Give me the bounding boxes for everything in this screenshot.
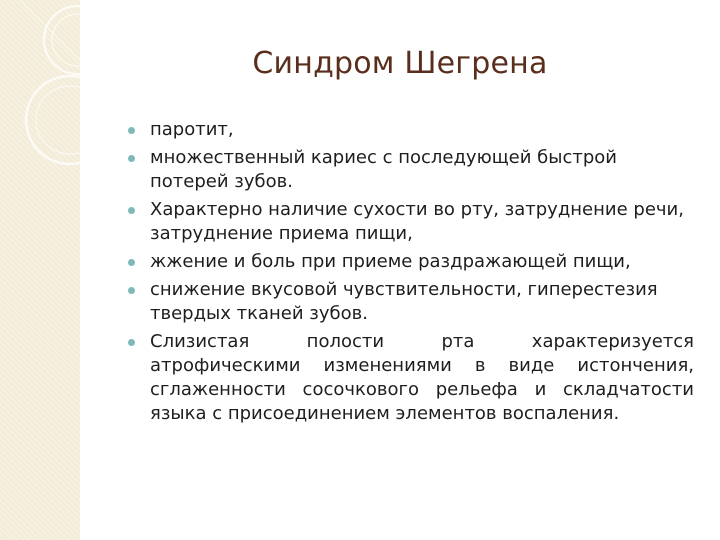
decorative-circles-graphic (0, 0, 80, 540)
list-item (128, 330, 694, 426)
list-item-text: жжение и боль при приеме раздражающей пищи, (150, 251, 631, 272)
list-item-text: Слизистая полости рта характеризуется атрофическими изменениями в виде истончения, сглаженности сосочкового рельефа и складчатости языка с присоединением элементов воспаления. (150, 331, 694, 424)
list-item (128, 250, 694, 274)
bullet-icon (128, 339, 135, 346)
decorative-side-band (0, 0, 80, 540)
bullet-icon (128, 207, 135, 214)
bullet-icon (128, 155, 135, 162)
bullet-icon (128, 259, 135, 266)
bullet-icon (128, 287, 135, 294)
list-item-text: паротит, (150, 119, 234, 140)
list-item (128, 278, 694, 326)
slide-title: Синдром Шегрена (252, 46, 548, 81)
list-item (128, 118, 694, 142)
bullet-list (128, 118, 694, 430)
list-item (128, 146, 694, 194)
list-item-text: снижение вкусовой чувствительности, гиперестезия твердых тканей зубов. (150, 279, 658, 324)
list-item-text: множественный кариес с последующей быстрой потерей зубов. (150, 147, 618, 192)
bullet-icon (128, 127, 135, 134)
list-item (128, 198, 694, 246)
list-item-text: Характерно наличие сухости во рту, затруднение речи, затруднение приема пищи, (150, 199, 684, 244)
